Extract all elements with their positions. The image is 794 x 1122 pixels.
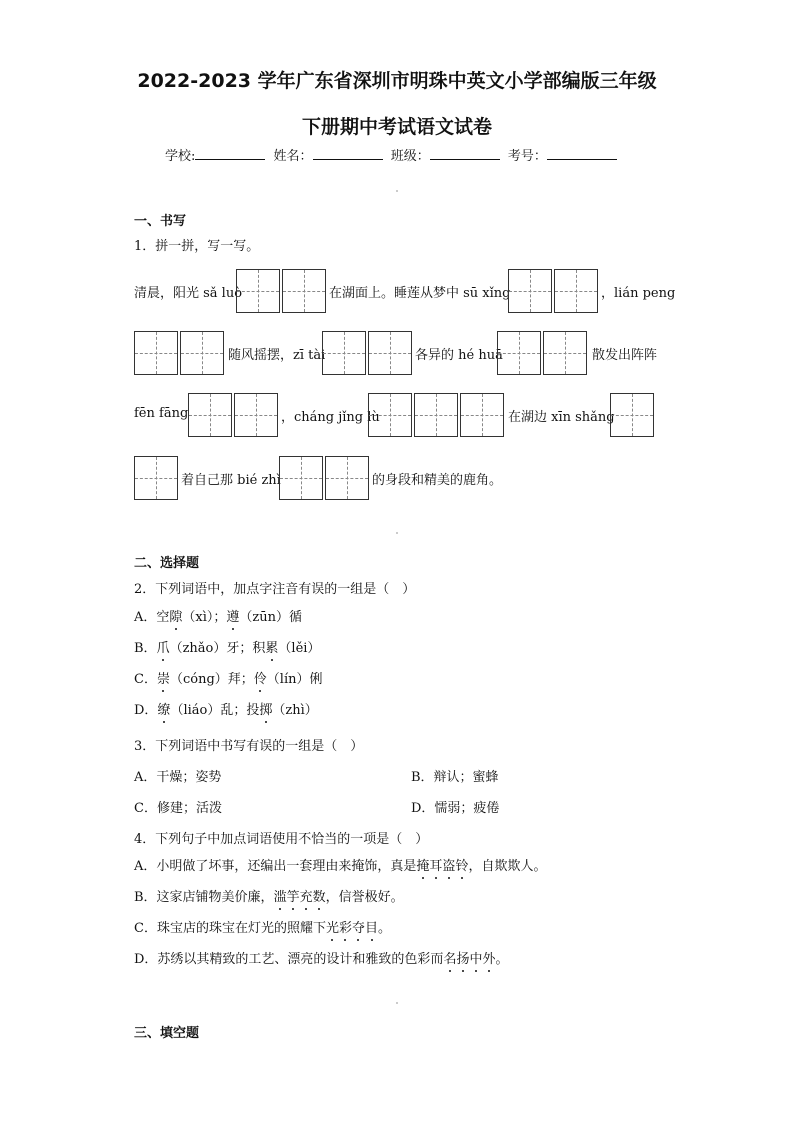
dotted-char: 数 bbox=[313, 886, 326, 905]
dotted-char: 名 bbox=[443, 948, 456, 967]
dotted-char: 扬 bbox=[456, 948, 469, 967]
q1-text-r4b: 的身段和精美的鹿角。 bbox=[372, 473, 503, 488]
q1-text-r2b: 各异的 hé huā bbox=[415, 348, 503, 363]
q1-text-r1a: 清晨，阳光 sǎ luò bbox=[134, 286, 243, 301]
q2-option-c[interactable] bbox=[134, 668, 323, 687]
option-text: （zūn）循 bbox=[239, 610, 303, 625]
q1-text-r4a: 着自己那 bié zhì bbox=[181, 473, 281, 488]
section-heading-choice: 二、选择题 bbox=[134, 556, 200, 571]
option-text: （xì）； bbox=[182, 610, 227, 625]
writing-box[interactable] bbox=[497, 331, 541, 375]
writing-box[interactable] bbox=[282, 269, 326, 313]
dotted-char: 累 bbox=[265, 637, 278, 656]
separator-dot bbox=[396, 532, 398, 534]
writing-box[interactable] bbox=[368, 331, 412, 375]
writing-box[interactable] bbox=[543, 331, 587, 375]
option-text: （cóng）拜； bbox=[169, 672, 254, 687]
page-title: 2022-2023 学年广东省深圳市明珠中英文小学部编版三年级 bbox=[137, 70, 657, 92]
page-subtitle: 下册期中考试语文试卷 bbox=[301, 116, 492, 138]
question-4-stem: 4．下列句子中加点词语使用不恰当的一项是（ ） bbox=[134, 832, 429, 847]
writing-box[interactable] bbox=[180, 331, 224, 375]
option-prefix: A．空 bbox=[134, 610, 170, 625]
writing-box[interactable] bbox=[508, 269, 552, 313]
writing-box[interactable] bbox=[188, 393, 232, 437]
option-text: A．小明做了坏事，还编出一套理由来掩饰，真是 bbox=[134, 859, 417, 874]
school-blank[interactable] bbox=[195, 147, 265, 160]
q4-option-b[interactable] bbox=[134, 886, 404, 905]
dotted-char: 盗 bbox=[442, 855, 455, 874]
dotted-char: 铃 bbox=[455, 855, 468, 874]
writing-box[interactable] bbox=[414, 393, 458, 437]
option-text: ，自欺欺人。 bbox=[468, 859, 547, 874]
dotted-char: 外 bbox=[482, 948, 495, 967]
q4-option-c[interactable] bbox=[134, 917, 391, 936]
option-text: （lín）俐 bbox=[266, 672, 323, 687]
dotted-char: 掷 bbox=[259, 699, 272, 718]
question-2-stem: 2．下列词语中，加点字注音有误的一组是（ ） bbox=[134, 582, 416, 597]
writing-box[interactable] bbox=[610, 393, 654, 437]
class-blank[interactable] bbox=[430, 147, 500, 160]
student-info bbox=[165, 145, 621, 164]
q1-text-r3b: ，cháng jǐng lù bbox=[281, 410, 380, 425]
option-text: （zhì） bbox=[272, 703, 318, 718]
q3-option-a[interactable]: A．干燥；姿势 bbox=[134, 770, 222, 785]
dotted-char: 充 bbox=[300, 886, 313, 905]
writing-box[interactable] bbox=[554, 269, 598, 313]
q1-text-r2a: 随风摇摆，zī tài bbox=[228, 348, 326, 363]
writing-box[interactable] bbox=[134, 331, 178, 375]
writing-box[interactable] bbox=[368, 393, 412, 437]
q4-option-a[interactable] bbox=[134, 855, 546, 874]
q3-option-d[interactable]: D．懦弱；疲倦 bbox=[411, 801, 500, 816]
section-heading-writing: 一、书写 bbox=[134, 214, 187, 229]
dotted-char: 光 bbox=[326, 917, 339, 936]
option-text: ，信誉极好。 bbox=[325, 890, 404, 905]
option-text: （lěi） bbox=[278, 641, 321, 656]
q1-text-r1b: 在湖面上。睡莲从梦中 sū xǐng bbox=[329, 286, 511, 301]
dotted-char: 崇 bbox=[157, 668, 170, 687]
section-heading-fill-in: 三、填空题 bbox=[134, 1026, 200, 1041]
q3-option-b[interactable]: B．辩认；蜜蜂 bbox=[411, 770, 499, 785]
separator-dot bbox=[396, 1002, 398, 1004]
question-1-stem: 1．拼一拼，写一写。 bbox=[134, 239, 260, 254]
dotted-char: 伶 bbox=[254, 668, 267, 687]
option-text: 。 bbox=[378, 921, 392, 936]
option-text: 。 bbox=[495, 952, 509, 967]
q2-option-a[interactable] bbox=[134, 606, 302, 625]
option-prefix: D． bbox=[134, 703, 158, 718]
option-text: （zhǎo）牙；积 bbox=[169, 641, 266, 656]
writing-box[interactable] bbox=[325, 456, 369, 500]
q2-option-b[interactable] bbox=[134, 637, 320, 656]
class-label: 班级： bbox=[390, 149, 430, 164]
dotted-char: 夺 bbox=[352, 917, 365, 936]
dotted-char: 竽 bbox=[287, 886, 300, 905]
name-label: 姓名： bbox=[273, 149, 313, 164]
writing-box[interactable] bbox=[134, 456, 178, 500]
option-text: D．苏绣以其精致的工艺、漂亮的设计和雅致的色彩而 bbox=[134, 952, 444, 967]
writing-box[interactable] bbox=[234, 393, 278, 437]
dotted-char: 爪 bbox=[157, 637, 170, 656]
q1-text-r2c: 散发出阵阵 bbox=[592, 348, 658, 363]
q3-option-c[interactable]: C．修建；活泼 bbox=[134, 801, 222, 816]
option-prefix: B． bbox=[134, 641, 157, 656]
dotted-char: 掩 bbox=[416, 855, 429, 874]
writing-box[interactable] bbox=[322, 331, 366, 375]
writing-box[interactable] bbox=[460, 393, 504, 437]
dotted-char: 中 bbox=[469, 948, 482, 967]
dotted-char: 目 bbox=[365, 917, 378, 936]
school-label: 学校: bbox=[165, 149, 196, 164]
option-text: C．珠宝店的珠宝在灯光的照耀下 bbox=[134, 921, 326, 936]
dotted-char: 耳 bbox=[429, 855, 442, 874]
dotted-char: 隙 bbox=[169, 606, 182, 625]
q4-option-d[interactable] bbox=[134, 948, 509, 967]
option-prefix: C． bbox=[134, 672, 157, 687]
separator-dot bbox=[396, 190, 398, 192]
name-blank[interactable] bbox=[313, 147, 383, 160]
option-text: B．这家店铺物美价廉， bbox=[134, 890, 274, 905]
dotted-char: 缭 bbox=[157, 699, 170, 718]
question-3-stem: 3．下列词语中书写有误的一组是（ ） bbox=[134, 739, 364, 754]
q1-text-r3a: fēn fāng bbox=[134, 406, 189, 421]
q1-text-r1c: ，lián peng bbox=[601, 286, 676, 301]
dotted-char: 滥 bbox=[274, 886, 287, 905]
writing-box[interactable] bbox=[279, 456, 323, 500]
q2-option-d[interactable] bbox=[134, 699, 318, 718]
dotted-char: 遵 bbox=[226, 606, 239, 625]
exam-no-blank[interactable] bbox=[547, 147, 617, 160]
q1-text-r3c: 在湖边 xīn shǎng bbox=[508, 410, 615, 425]
option-text: （liáo）乱；投 bbox=[170, 703, 260, 718]
dotted-char: 彩 bbox=[339, 917, 352, 936]
exam-no-label: 考号： bbox=[507, 149, 547, 164]
writing-box[interactable] bbox=[236, 269, 280, 313]
